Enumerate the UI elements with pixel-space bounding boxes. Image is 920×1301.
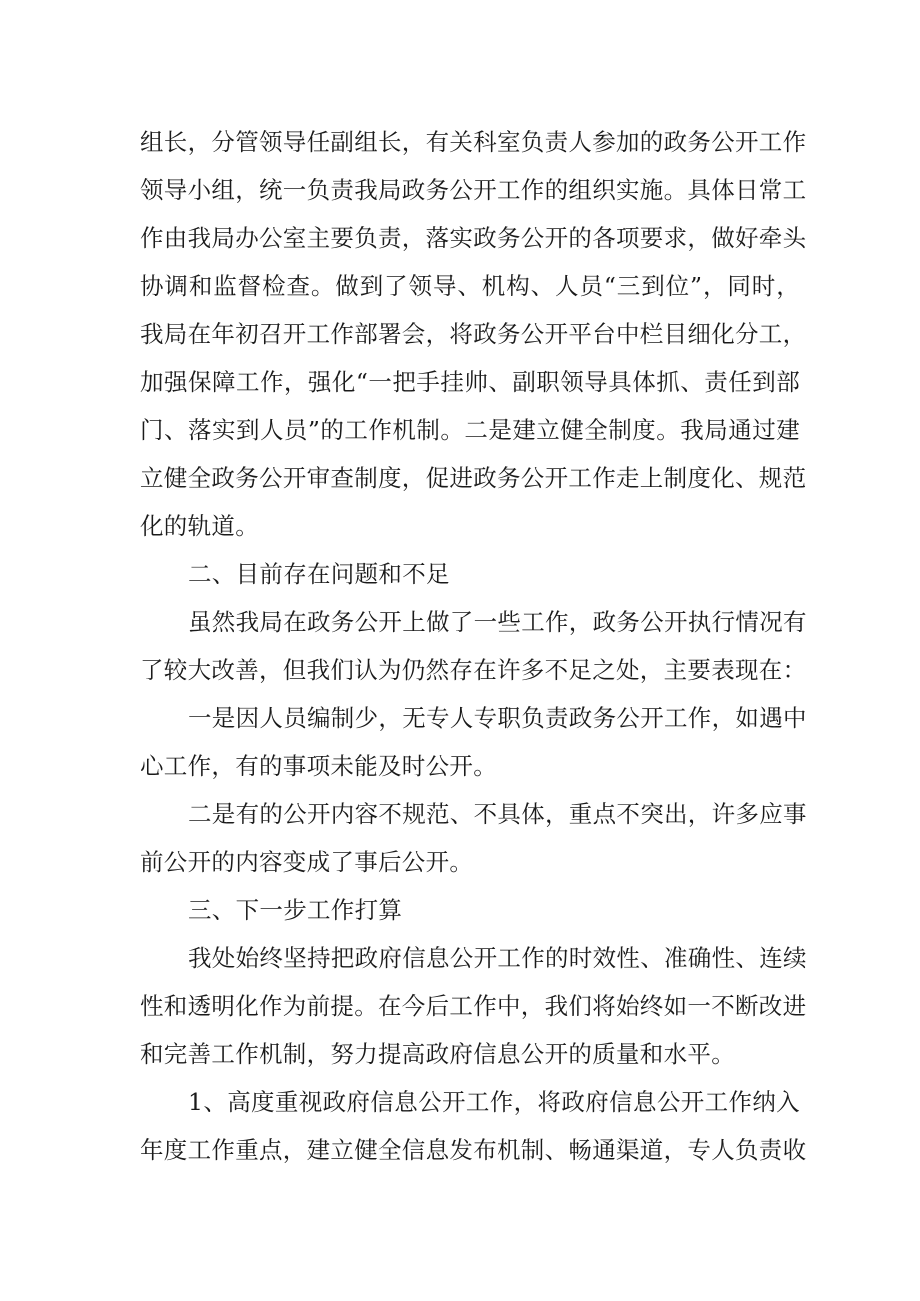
section-heading: 二、目前存在问题和不足 bbox=[188, 560, 450, 588]
text-line: 心工作，有的事项未能及时公开。 bbox=[140, 752, 497, 780]
text-line: 加强保障工作，强化“一把手挂帅、副职领导具体抓、责任到部 bbox=[140, 368, 800, 396]
document-body bbox=[140, 118, 807, 1174]
text-line: 和完善工作机制，努力提高政府信息公开的质量和水平。 bbox=[140, 1040, 735, 1068]
text-line: 前公开的内容变成了事后公开。 bbox=[140, 848, 474, 876]
text-line: 协调和监督检查。做到了领导、机构、人员“三到位”，同时， bbox=[140, 272, 800, 300]
text-line: 了较大改善，但我们认为仍然存在许多不足之处，主要表现在： bbox=[140, 656, 807, 684]
text-line: 1、高度重视政府信息公开工作，将政府信息公开工作纳入 bbox=[188, 1088, 800, 1116]
text-line: 年度工作重点，建立健全信息发布机制、畅通渠道，专人负责收 bbox=[140, 1136, 807, 1164]
text-line: 虽然我局在政务公开上做了一些工作，政务公开执行情况有 bbox=[188, 608, 807, 636]
text-line: 我局在年初召开工作部署会，将政务公开平台中栏目细化分工， bbox=[140, 320, 807, 348]
text-line: 领导小组，统一负责我局政务公开工作的组织实施。具体日常工 bbox=[140, 176, 807, 204]
text-line: 一是因人员编制少，无专人专职负责政务公开工作，如遇中 bbox=[188, 704, 807, 732]
text-line: 化的轨道。 bbox=[140, 512, 259, 540]
text-line: 立健全政务公开审查制度，促进政务公开工作走上制度化、规范 bbox=[140, 464, 807, 492]
text-line: 二是有的公开内容不规范、不具体，重点不突出，许多应事 bbox=[188, 800, 807, 828]
text-line: 我处始终坚持把政府信息公开工作的时效性、准确性、连续 bbox=[188, 944, 807, 972]
text-line: 门、落实到人员”的工作机制。二是建立健全制度。我局通过建 bbox=[140, 416, 800, 444]
text-line: 作由我局办公室主要负责，落实政务公开的各项要求，做好牵头 bbox=[140, 224, 807, 252]
text-line: 组长，分管领导任副组长，有关科室负责人参加的政务公开工作 bbox=[140, 128, 807, 156]
section-heading: 三、下一步工作打算 bbox=[188, 896, 403, 924]
text-line: 性和透明化作为前提。在今后工作中，我们将始终如一不断改进 bbox=[140, 992, 807, 1020]
